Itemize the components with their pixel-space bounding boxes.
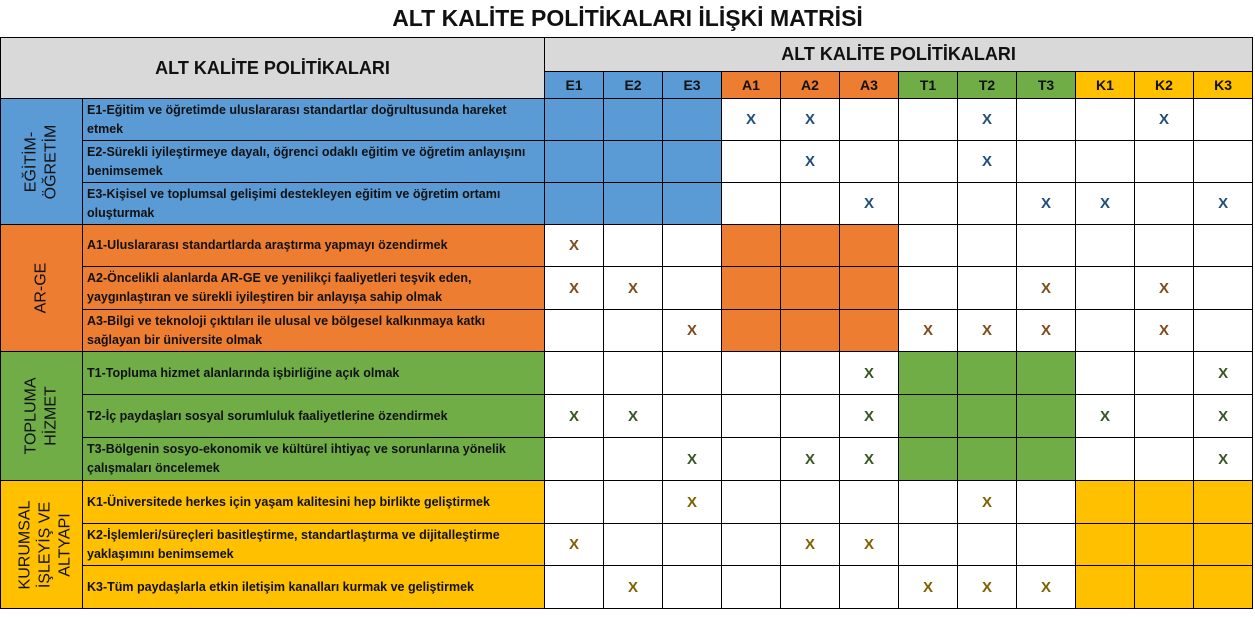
matrix-cell-t3-a3: X — [840, 438, 899, 481]
matrix-cell-e2-e1 — [545, 141, 604, 183]
matrix-cell-a3-k1 — [1076, 310, 1135, 352]
matrix-cell-a2-a3 — [840, 267, 899, 310]
matrix-cell-t1-k1 — [1076, 352, 1135, 395]
matrix-cell-e3-e3 — [663, 183, 722, 225]
matrix-cell-t1-a2 — [781, 352, 840, 395]
matrix-cell-t1-k2 — [1135, 352, 1194, 395]
matrix-cell-e1-e3 — [663, 99, 722, 141]
matrix-cell-e3-k3: X — [1194, 183, 1253, 225]
matrix-cell-a3-a3 — [840, 310, 899, 352]
matrix-cell-k1-t3 — [1017, 481, 1076, 524]
matrix-cell-t2-a2 — [781, 395, 840, 438]
matrix-row-a2 — [1, 267, 1253, 310]
matrix-cell-t1-e2 — [604, 352, 663, 395]
matrix-row-k3 — [1, 566, 1253, 609]
matrix-cell-a3-k2: X — [1135, 310, 1194, 352]
matrix-cell-a1-e3 — [663, 225, 722, 267]
matrix-cell-t2-e1: X — [545, 395, 604, 438]
policy-description: A1-Uluslararası standartlarda araştırma yapmayı özendirmek — [83, 225, 545, 267]
matrix-cell-t1-t2 — [958, 352, 1017, 395]
matrix-cell-a3-t3: X — [1017, 310, 1076, 352]
matrix-cell-a3-a2 — [781, 310, 840, 352]
matrix-cell-a3-k3 — [1194, 310, 1253, 352]
matrix-cell-t2-a1 — [722, 395, 781, 438]
matrix-cell-k2-e2 — [604, 524, 663, 566]
matrix-cell-e1-a2: X — [781, 99, 840, 141]
matrix-cell-e2-a2: X — [781, 141, 840, 183]
matrix-cell-a1-a2 — [781, 225, 840, 267]
matrix-cell-e1-t3 — [1017, 99, 1076, 141]
matrix-cell-a3-a1 — [722, 310, 781, 352]
matrix-cell-k2-a1 — [722, 524, 781, 566]
matrix-cell-t3-a1 — [722, 438, 781, 481]
matrix-cell-e2-k3 — [1194, 141, 1253, 183]
matrix-cell-e2-a1 — [722, 141, 781, 183]
category-name-line: KURUMSAL — [16, 500, 34, 589]
column-header-e2: E2 — [604, 72, 663, 99]
matrix-cell-e1-k3 — [1194, 99, 1253, 141]
matrix-row-e1 — [1, 99, 1253, 141]
matrix-cell-t1-e1 — [545, 352, 604, 395]
matrix-cell-k2-t1 — [899, 524, 958, 566]
category-name — [22, 377, 62, 454]
matrix-cell-e2-t3 — [1017, 141, 1076, 183]
matrix-cell-a1-t1 — [899, 225, 958, 267]
matrix-cell-a2-t1 — [899, 267, 958, 310]
policy-description: T1-Topluma hizmet alanlarında işbirliğine açık olmak — [83, 352, 545, 395]
matrix-cell-k1-a3 — [840, 481, 899, 524]
matrix-cell-t2-t1 — [899, 395, 958, 438]
matrix-cell-t1-e3 — [663, 352, 722, 395]
matrix-cell-e2-e2 — [604, 141, 663, 183]
matrix-cell-t3-k1 — [1076, 438, 1135, 481]
matrix-cell-k2-e1: X — [545, 524, 604, 566]
matrix-cell-k2-a3: X — [840, 524, 899, 566]
column-header-e1: E1 — [545, 72, 604, 99]
category-name — [31, 263, 51, 314]
matrix-cell-e2-t1 — [899, 141, 958, 183]
policy-description: E2-Sürekli iyileştirmeye dayalı, öğrenci odaklı eğitim ve öğretim anlayışını benimsemek — [83, 141, 545, 183]
matrix-row-t2 — [1, 395, 1253, 438]
matrix-cell-a3-e2 — [604, 310, 663, 352]
matrix-row-e3 — [1, 183, 1253, 225]
matrix-cell-t2-t2 — [958, 395, 1017, 438]
matrix-cell-t1-k3: X — [1194, 352, 1253, 395]
policy-description: T2-İç paydaşları sosyal sorumluluk faaliyetlerine özendirmek — [83, 395, 545, 438]
matrix-cell-a2-e1: X — [545, 267, 604, 310]
column-header-t1: T1 — [899, 72, 958, 99]
matrix-cell-k3-t3: X — [1017, 566, 1076, 609]
matrix-cell-a3-t2: X — [958, 310, 1017, 352]
matrix-cell-e3-a3: X — [840, 183, 899, 225]
column-header-a2: A2 — [781, 72, 840, 99]
matrix-cell-t1-t3 — [1017, 352, 1076, 395]
category-name-line: TOPLUMA — [22, 377, 40, 455]
matrix-cell-e1-a1: X — [722, 99, 781, 141]
category-label — [1, 99, 83, 225]
matrix-cell-k1-e3: X — [663, 481, 722, 524]
matrix-cell-a1-k3 — [1194, 225, 1253, 267]
right-header: ALT KALİTE POLİTİKALARI — [545, 38, 1253, 72]
matrix-cell-a2-k3 — [1194, 267, 1253, 310]
matrix-cell-e3-a2 — [781, 183, 840, 225]
matrix-cell-k3-e2: X — [604, 566, 663, 609]
category-name — [15, 500, 75, 589]
matrix-cell-a2-e3 — [663, 267, 722, 310]
matrix-row-a1 — [1, 225, 1253, 267]
matrix-cell-k3-t1: X — [899, 566, 958, 609]
matrix-cell-t3-e3: X — [663, 438, 722, 481]
policy-description: A3-Bilgi ve teknoloji çıktıları ile ulusal ve bölgesel kalkınmaya katkı sağlayan bir üniversite olmak — [83, 310, 545, 352]
matrix-cell-e3-t3: X — [1017, 183, 1076, 225]
category-label — [1, 352, 83, 481]
policy-description: K3-Tüm paydaşlarla etkin iletişim kanalları kurmak ve geliştirmek — [83, 566, 545, 609]
column-header-k3: K3 — [1194, 72, 1253, 99]
left-header: ALT KALİTE POLİTİKALARI — [1, 38, 545, 99]
category-name-line: EĞİTİM- — [22, 131, 40, 192]
matrix-cell-k3-e1 — [545, 566, 604, 609]
matrix-cell-k1-k2 — [1135, 481, 1194, 524]
matrix-cell-a1-t2 — [958, 225, 1017, 267]
matrix-cell-a2-e2: X — [604, 267, 663, 310]
matrix-cell-a1-a3 — [840, 225, 899, 267]
category-name-line: HİZMET — [42, 386, 60, 446]
matrix-cell-e3-k2 — [1135, 183, 1194, 225]
matrix-cell-t1-a3: X — [840, 352, 899, 395]
matrix-cell-e1-k2: X — [1135, 99, 1194, 141]
matrix-cell-k3-a1 — [722, 566, 781, 609]
matrix-cell-k1-t1 — [899, 481, 958, 524]
category-label — [1, 481, 83, 609]
matrix-cell-k2-t3 — [1017, 524, 1076, 566]
column-header-a3: A3 — [840, 72, 899, 99]
matrix-cell-e2-e3 — [663, 141, 722, 183]
matrix-cell-e1-e1 — [545, 99, 604, 141]
matrix-cell-k2-e3 — [663, 524, 722, 566]
matrix-cell-k3-e3 — [663, 566, 722, 609]
matrix-cell-a3-e1 — [545, 310, 604, 352]
matrix-cell-e3-a1 — [722, 183, 781, 225]
policy-description: K1-Üniversitede herkes için yaşam kalitesini hep birlikte geliştirmek — [83, 481, 545, 524]
matrix-cell-t2-k3: X — [1194, 395, 1253, 438]
column-header-a1: A1 — [722, 72, 781, 99]
matrix-cell-e3-e2 — [604, 183, 663, 225]
matrix-cell-e3-k1: X — [1076, 183, 1135, 225]
matrix-cell-a2-t3: X — [1017, 267, 1076, 310]
matrix-row-e2 — [1, 141, 1253, 183]
matrix-cell-k3-t2: X — [958, 566, 1017, 609]
matrix-row-t3 — [1, 438, 1253, 481]
matrix-cell-k3-k2 — [1135, 566, 1194, 609]
matrix-cell-t3-k2 — [1135, 438, 1194, 481]
matrix-cell-a3-e3: X — [663, 310, 722, 352]
matrix-cell-e2-k2 — [1135, 141, 1194, 183]
matrix-cell-t3-e1 — [545, 438, 604, 481]
matrix-cell-e1-e2 — [604, 99, 663, 141]
matrix-cell-k1-e1 — [545, 481, 604, 524]
matrix-cell-t3-a2: X — [781, 438, 840, 481]
column-header-t3: T3 — [1017, 72, 1076, 99]
matrix-row-t1 — [1, 352, 1253, 395]
matrix-cell-k2-k2 — [1135, 524, 1194, 566]
matrix-cell-t3-t3 — [1017, 438, 1076, 481]
matrix-cell-t3-k3: X — [1194, 438, 1253, 481]
policy-description: A2-Öncelikli alanlarda AR-GE ve yenilikçi faaliyetleri teşvik eden, yaygınlaştıran ve sürekli iyileştiren bir anlayışa sahip olmak — [83, 267, 545, 310]
matrix-cell-t2-e3 — [663, 395, 722, 438]
category-label — [1, 225, 83, 352]
matrix-cell-a1-e2 — [604, 225, 663, 267]
policy-description: E3-Kişisel ve toplumsal gelişimi destekleyen eğitim ve öğretim ortamı oluşturmak — [83, 183, 545, 225]
category-name-line: ALTYAPI — [56, 512, 74, 577]
matrix-cell-a1-t3 — [1017, 225, 1076, 267]
matrix-cell-a1-k1 — [1076, 225, 1135, 267]
matrix-cell-k2-a2: X — [781, 524, 840, 566]
matrix-cell-a2-t2 — [958, 267, 1017, 310]
matrix-cell-t1-t1 — [899, 352, 958, 395]
matrix-row-k2 — [1, 524, 1253, 566]
matrix-cell-a2-a1 — [722, 267, 781, 310]
matrix-cell-t2-t3 — [1017, 395, 1076, 438]
category-name — [21, 124, 61, 199]
category-name-line: AR-GE — [32, 262, 50, 314]
matrix-cell-a2-a2 — [781, 267, 840, 310]
matrix-cell-e2-a3 — [840, 141, 899, 183]
matrix-cell-k1-a2 — [781, 481, 840, 524]
column-header-t2: T2 — [958, 72, 1017, 99]
page-title: ALT KALİTE POLİTİKALARI İLİŞKİ MATRİSİ — [392, 5, 863, 31]
matrix-cell-k1-k3 — [1194, 481, 1253, 524]
matrix-cell-a2-k2: X — [1135, 267, 1194, 310]
matrix-cell-a3-t1: X — [899, 310, 958, 352]
matrix-cell-k2-k1 — [1076, 524, 1135, 566]
matrix-cell-k2-k3 — [1194, 524, 1253, 566]
policy-description: E1-Eğitim ve öğretimde uluslararası standartlar doğrultusunda hareket etmek — [83, 99, 545, 141]
matrix-cell-t3-e2 — [604, 438, 663, 481]
matrix-cell-k3-a3 — [840, 566, 899, 609]
matrix-cell-a1-k2 — [1135, 225, 1194, 267]
matrix-cell-k3-k3 — [1194, 566, 1253, 609]
policy-description: K2-İşlemleri/süreçleri basitleştirme, standartlaştırma ve dijitalleştirme yaklaşımını benimsemek — [83, 524, 545, 566]
column-header-k2: K2 — [1135, 72, 1194, 99]
category-name-line: İŞLEYİŞ VE — [36, 501, 54, 588]
matrix-cell-t2-k2 — [1135, 395, 1194, 438]
matrix-cell-a2-k1 — [1076, 267, 1135, 310]
policy-description: T3-Bölgenin sosyo-ekonomik ve kültürel ihtiyaç ve sorunlarına yönelik çalışmaları öncelemek — [83, 438, 545, 481]
column-header-e3: E3 — [663, 72, 722, 99]
matrix-cell-t3-t2 — [958, 438, 1017, 481]
matrix-cell-k1-e2 — [604, 481, 663, 524]
matrix-cell-k1-a1 — [722, 481, 781, 524]
relationship-matrix — [0, 37, 1253, 609]
matrix-cell-t2-k1: X — [1076, 395, 1135, 438]
matrix-cell-k3-k1 — [1076, 566, 1135, 609]
column-header-k1: K1 — [1076, 72, 1135, 99]
matrix-cell-t3-t1 — [899, 438, 958, 481]
matrix-cell-e1-a3 — [840, 99, 899, 141]
matrix-cell-e3-e1 — [545, 183, 604, 225]
matrix-cell-t2-e2: X — [604, 395, 663, 438]
category-name-line: ÖĞRETİM — [42, 124, 60, 199]
matrix-cell-t2-a3: X — [840, 395, 899, 438]
matrix-cell-e2-k1 — [1076, 141, 1135, 183]
matrix-cell-k1-t2: X — [958, 481, 1017, 524]
matrix-cell-k1-k1 — [1076, 481, 1135, 524]
matrix-cell-e1-k1 — [1076, 99, 1135, 141]
matrix-cell-e1-t2: X — [958, 99, 1017, 141]
matrix-cell-a1-e1: X — [545, 225, 604, 267]
matrix-cell-e3-t1 — [899, 183, 958, 225]
matrix-cell-k2-t2 — [958, 524, 1017, 566]
matrix-cell-e3-t2 — [958, 183, 1017, 225]
matrix-cell-t1-a1 — [722, 352, 781, 395]
matrix-cell-k3-a2 — [781, 566, 840, 609]
matrix-row-k1 — [1, 481, 1253, 524]
matrix-cell-e2-t2: X — [958, 141, 1017, 183]
matrix-cell-e1-t1 — [899, 99, 958, 141]
matrix-row-a3 — [1, 310, 1253, 352]
matrix-cell-a1-a1 — [722, 225, 781, 267]
